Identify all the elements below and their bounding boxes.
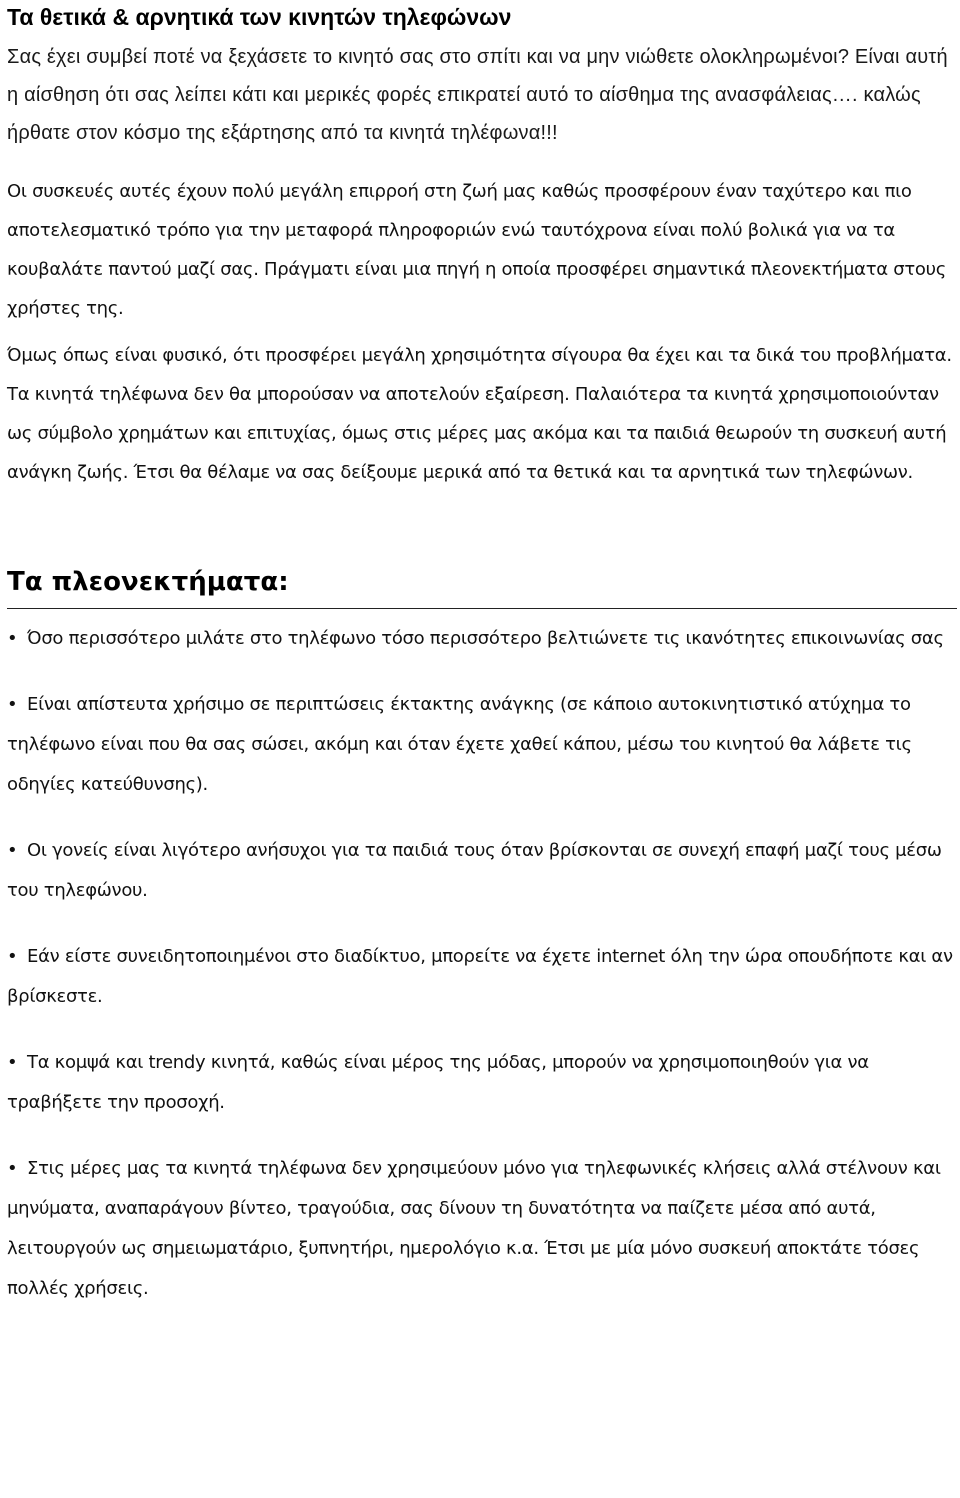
advantage-text: Όσο περισσότερο μιλάτε στο τηλέφωνο τόσο περισσότερο βελτιώνετε τις ικανότητες επικοινωνίας σας (27, 628, 944, 649)
document-title: Τα θετικά & αρνητικά των κινητών τηλεφώνων (7, 4, 512, 30)
body-paragraph-1: Οι συσκευές αυτές έχουν πολύ μεγάλη επιρροή στη ζωή μας καθώς προσφέρουν έναν ταχύτερο και πιο αποτελεσματικό τρόπο για την μεταφορά πληροφοριών ενώ ταυτόχρονα είναι πολύ βολικά για να τα κουβαλάτε παντού μαζί σας. Πράγματι είναι μια πηγή η οποία προσφέρει σημαντικά πλεονεκτήματα στους χρήστες της. (7, 181, 946, 319)
body-paragraph-2: Όμως όπως είναι φυσικό, ότι προσφέρει μεγάλη χρησιμότητα σίγουρα θα έχει και τα δικά του προβλήματα. Τα κινητά τηλέφωνα δεν θα μπορούσαν να αποτελούν εξαίρεση. Παλαιότερα τα κινητά χρησιμοποιούνταν ως σύμβολο χρημάτων και επιτυχίας, όμως στις μέρες μας ακόμα και τα παιδιά θεωρούν τη συσκευή αυτή ανάγκη ζωής. Έτσι θα θέλαμε να σας δείξουμε μερικά από τα θετικά και τα αρνητικά των τηλεφώνων. (7, 345, 952, 483)
advantage-item-3 (7, 831, 957, 911)
bullet-icon: • (7, 1158, 18, 1179)
advantage-text: Εάν είστε συνειδητοποιημένοι στο διαδίκτυο, μπορείτε να έχετε internet όλη την ώρα οπουδήποτε και αν βρίσκεστε. (7, 946, 953, 1007)
advantage-text: Οι γονείς είναι λιγότερο ανήσυχοι για τα παιδιά τους όταν βρίσκονται σε συνεχή επαφή μαζί τους μέσω του τηλεφώνου. (7, 840, 942, 901)
advantage-text: Είναι απίστευτα χρήσιμο σε περιπτώσεις έκτακτης ανάγκης (σε κάποιο αυτοκινητιστικό ατύχημα το τηλέφωνο είναι που θα σας σώσει, ακόμη και όταν έχετε χαθεί κάπου, μέσω του κινητού θα λάβετε τις οδηγίες κατεύθυνσης). (7, 694, 912, 795)
advantage-item-1 (7, 619, 957, 659)
advantage-item-4 (7, 937, 957, 1017)
bullet-icon: • (7, 628, 18, 649)
advantage-item-6 (7, 1149, 957, 1309)
advantage-item-2 (7, 685, 957, 805)
advantages-heading: Τα πλεονεκτήματα: (7, 562, 957, 609)
bullet-icon: • (7, 840, 18, 861)
advantage-text: Τα κομψά και trendy κινητά, καθώς είναι μέρος της μόδας, μπορούν να χρησιμοποιηθούν για να τραβήξετε την προσοχή. (7, 1052, 869, 1113)
intro-paragraph: Σας έχει συμβεί ποτέ να ξεχάσετε το κινητό σας στο σπίτι και να μην νιώθετε ολοκληρωμένοι? Είναι αυτή η αίσθηση ότι σας λείπει κάτι και μερικές φορές επικρατεί αυτό το αίσθημα της ανασφάλειας…. καλώς ήρθατε στον κόσμο της εξάρτησης από τα κινητά τηλέφωνα!!! (7, 46, 948, 144)
advantage-text: Στις μέρες μας τα κινητά τηλέφωνα δεν χρησιμεύουν μόνο για τηλεφωνικές κλήσεις αλλά στέλνουν και μηνύματα, αναπαράγουν βίντεο, τραγούδια, σας δίνουν τη δυνατότητα να παίζετε μέσα από αυτά, λειτουργούν ως σημειωματάριο, ξυπνητήρι, ημερολόγιο κ.α. Έτσι με μία μόνο συσκευή αποκτάτε τόσες πολλές χρήσεις. (7, 1158, 941, 1299)
bullet-icon: • (7, 1052, 18, 1073)
advantage-item-5 (7, 1043, 957, 1123)
bullet-icon: • (7, 946, 18, 967)
advantages-list (7, 619, 957, 1309)
bullet-icon: • (7, 694, 18, 715)
document-page (7, 0, 957, 1335)
